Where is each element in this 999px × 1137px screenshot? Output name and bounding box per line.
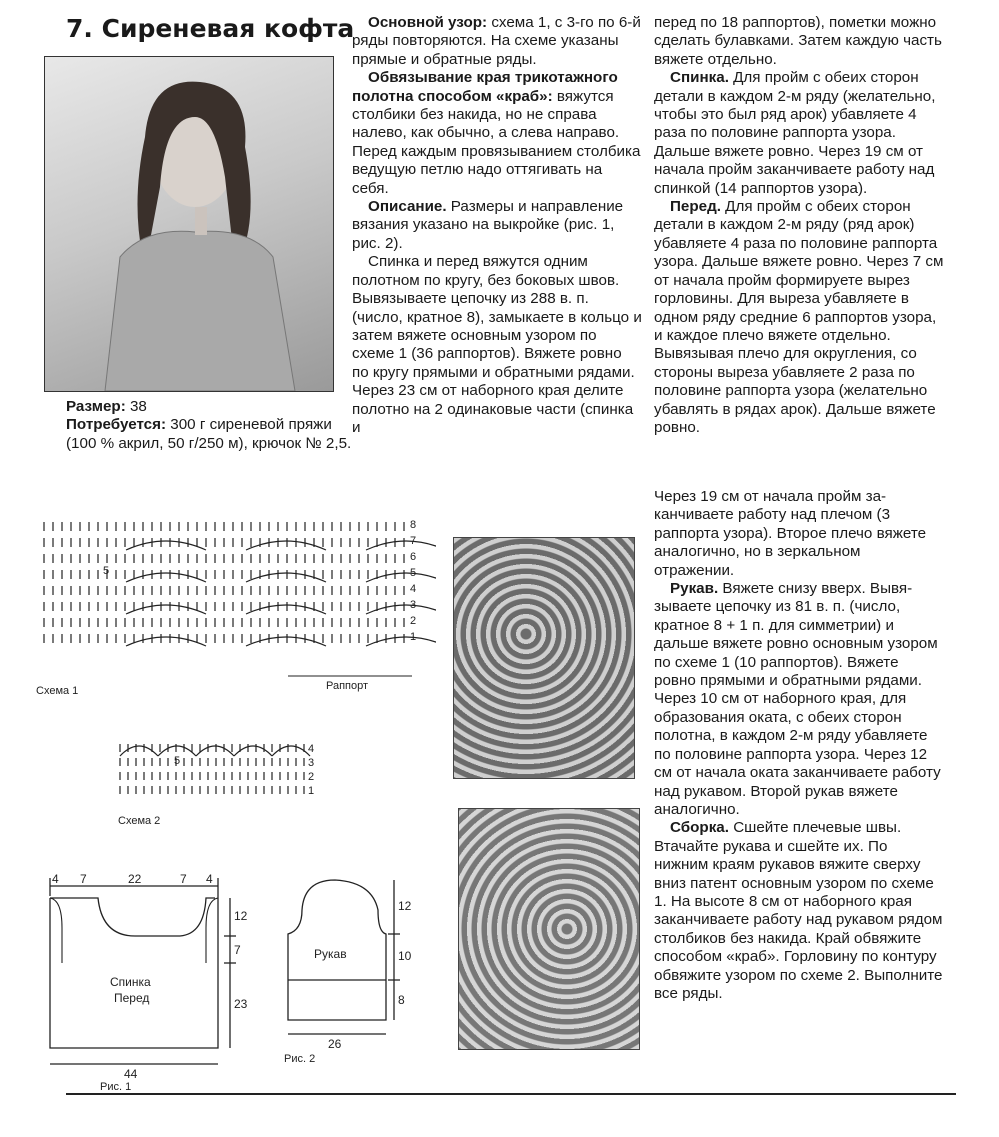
need-value: 300 г сиреневой пряжи (100 % акрил, 50 г/250 м), крючок № 2,5.: [66, 416, 352, 452]
body-paragraph: Спинка и перед вяжутся одним полотном по кругу, без боковых швов. Вывязываете цепочку из 288 в. п. (число, кратное 8), замыкаете в кольцо и затем вяжете основным узором по схеме 1 (36 раппортов). Вяжете ровно по кругу прямыми и обратными рядами. Через 23 см от наборного края делите полотно на 2 одинаковые части (спинка и: [352, 253, 642, 436]
scheme-2-diagram: [110, 736, 340, 831]
front-text: Для пройм с обеих сторон детали в каждом 2-м ряду (ряд арок) убавляете 4 раза по половине раппорта узора. Дальше вяжете ровно. Через 7 см от начала пройм формируете вырез горловины. Для выреза убавляете в одном ряду средние 6 раппортов узора, и каждое плечо вяжете отдельно. Вывязывая плечо для округления, со стороны выреза убавляете 2 раза по половине раппорта узора (желательно убавлять в рядах арок). Дальше вяжете ровно.: [654, 198, 944, 436]
sleeve-dim-1: 12: [398, 899, 412, 913]
dim-top-3: 22: [128, 872, 142, 886]
crab-edge-label: Обвязывание края трикотажного полотна способом «краб»:: [352, 69, 618, 105]
figure-1-pattern: [40, 868, 270, 1093]
figure-2-caption: Рис. 2: [284, 1053, 316, 1065]
sleeve-detail-photo: [458, 808, 640, 1050]
label-front: Перед: [114, 991, 150, 1005]
scheme-1-row-number: 6: [410, 551, 417, 563]
scheme-1-diagram: [36, 514, 436, 714]
back-text: Для пройм с обеих сторон детали в каждом 2-м ряду (желательно, чтобы это был ряд арок) убавляете 4 раза по половине раппорта узора. Дальше вяжете ровно. Через 19 см от начала пройм заканчиваете работу над спинкой (14 раппортов узора).: [654, 69, 936, 197]
figure-2-pattern: [280, 870, 430, 1070]
dim-top-2: 7: [80, 872, 87, 886]
rapport-label: Раппорт: [326, 680, 369, 692]
sleeve-dim-2: 10: [398, 949, 412, 963]
assembly-label: Сборка.: [670, 819, 729, 837]
scheme-2-row-number: 3: [308, 757, 315, 769]
scheme-1-row-number: 4: [410, 583, 417, 595]
dim-bottom: 44: [124, 1067, 138, 1081]
sleeve-dim-bottom: 26: [328, 1037, 342, 1051]
description-label: Описание.: [368, 198, 447, 216]
bottom-rule: [66, 1093, 956, 1095]
need-label: Потребуется:: [66, 416, 167, 434]
dim-side-3: 23: [234, 997, 248, 1011]
sleeve-label-text: Рукав: [314, 947, 347, 961]
scheme-1-row-number: 7: [410, 535, 417, 547]
scheme-2-caption: Схема 2: [118, 815, 161, 827]
sleeve-text: Вяжете снизу вверх. Вывязываете цепочку из 81 в. п. (число, кратное 8 + 1 п. для симметрии) и дальше вяжете ровно основным узором по схеме 1 (10 раппортов). Вяжете ровно прямыми и обратными рядами. Через 10 см от наборного края, для образования оката, с обеих сторон полотна, в каждом 2-м ряду убавляете по половине раппорта узора. Через 12 см от начала оката заканчиваете работу над рукавом. Второй рукав вяжете аналогично.: [654, 580, 941, 818]
main-pattern-label: Основной узор:: [368, 14, 488, 31]
scheme-1-row-number: 2: [410, 615, 417, 627]
page-title: 7. Сиреневая кофта: [66, 14, 355, 43]
sleeve-label: Рукав.: [670, 580, 719, 598]
neckline-detail-photo: [453, 537, 635, 779]
scheme-2-row-number: 2: [308, 771, 315, 783]
model-photo-illustration: [45, 57, 333, 391]
dim-side-1: 12: [234, 909, 248, 923]
back-label: Спинка.: [670, 69, 729, 87]
size-label: Размер:: [66, 398, 126, 415]
dim-top-1: 4: [52, 872, 59, 886]
continuation-paragraph: перед по 18 раппортов), пометки можно сделать булавками. Затем каждую часть вяжете отдельно.: [654, 14, 942, 68]
scheme-1-row-number: 1: [410, 631, 417, 643]
scheme-1-row-number: 5: [410, 567, 417, 579]
assembly-text: Сшейте плечевые швы. Втачайте рукава и сшейте их. По нижним краям рукавов вяжите сверху вниз патент основным узором по схеме 1. На высоте 8 см от наборного края заканчиваете работу над рукавом рядом столбиков без накида. Край обвяжите способом «краб». Горловину по контуру обвяжите узором по схеме 2. Выполните все ряды.: [654, 819, 943, 1002]
description-text: Размеры и направление вязания указано на выкройке (рис. 1, рис. 2).: [352, 198, 624, 252]
dim-side-2: 7: [234, 943, 241, 957]
front-label: Перед.: [670, 198, 721, 216]
dim-top-5: 4: [206, 872, 213, 886]
main-pattern-text: схема 1, с 3-го по 6-й ряды повторяются. На схеме указаны прямые и обратные ряды.: [352, 14, 641, 68]
text-column-3-lower: [654, 488, 944, 1003]
scheme-2-row-number: 1: [308, 785, 315, 797]
crab-edge-text: вяжутся столбики без накида, но не справа налево, как обычно, а слева направо. Перед каждым провязыванием столбика ведущую петлю надо оттягивать на себя.: [352, 87, 641, 197]
shoulder-paragraph: Через 19 см от начала пройм заканчиваете работу над плечом (3 раппорта узора). Второе плечо вяжете аналогично, но в зеркальном отражении.: [654, 488, 927, 579]
scheme-1-arc-label: 5: [103, 565, 110, 577]
scheme-2-row-number: 4: [308, 743, 315, 755]
materials-block: [66, 398, 356, 453]
label-back: Спинка: [110, 975, 151, 989]
scheme-1-row-number: 8: [410, 519, 417, 531]
figure-1-caption: Рис. 1: [100, 1081, 132, 1093]
scheme-1-caption: Схема 1: [36, 685, 79, 697]
size-value: 38: [125, 398, 147, 415]
model-photo: [44, 56, 334, 392]
text-column-2: [352, 14, 642, 437]
sleeve-dim-3: 8: [398, 993, 405, 1007]
dim-top-4: 7: [180, 872, 187, 886]
text-column-3: [654, 14, 944, 437]
scheme-1-row-number: 3: [410, 599, 417, 611]
scheme-2-arc-label: 5: [174, 755, 181, 767]
